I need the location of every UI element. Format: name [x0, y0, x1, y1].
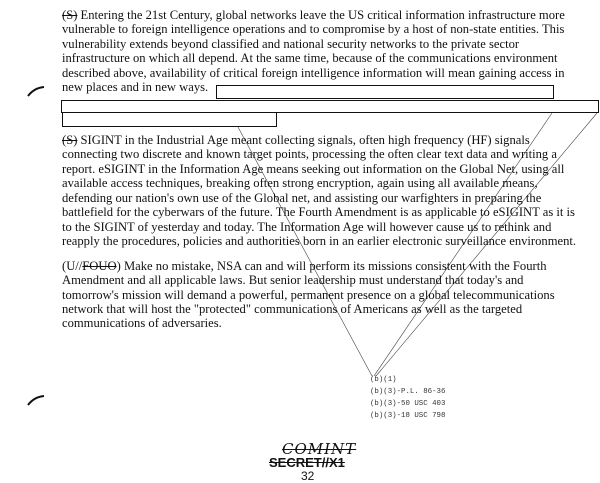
paragraph-2-line: available access techniques, breaking often strong encryption, again using all available means,	[62, 176, 538, 190]
classification-footer: SECRET//X1	[269, 455, 345, 470]
paragraph-1-line: vulnerable to foreign intelligence operations and to compromise by a host of non-state entities. This	[62, 22, 565, 36]
paragraph-3-line: (U//FOUO) Make no mistake, NSA can and will perform its missions consistent with the Fourth	[62, 259, 547, 273]
paragraph-1-line: infrastructure on which all depend. At the same time, because of the communications environment	[62, 51, 558, 65]
paragraph-1-line: described above, availability of critical foreign intelligence information will mean gaining access in	[62, 66, 565, 80]
paragraph-2-line: (S) SIGINT in the Industrial Age meant collecting signals, often high frequency (HF) signals	[62, 133, 530, 147]
paragraph-1-line: new places and in new ways.	[62, 80, 209, 94]
exemption-code: (b)(3)-18 USC 798	[370, 412, 446, 420]
redaction-box	[216, 85, 554, 99]
paragraph-2-line: defending our nation's own use of the Global net, and assisting our warfighters in preparing the	[62, 191, 542, 205]
paragraph-2-line: reapply the procedures, policies and authorities born in an earlier electronic surveillance environment.	[62, 234, 577, 248]
paragraph-3-line: Amendment and all applicable laws. But senior leadership must understand that today's and	[62, 273, 524, 287]
paragraph-3-line: network that will host the "protected" communications of Americans as well as the targeted	[62, 302, 523, 316]
page-number: 32	[301, 469, 315, 483]
paragraph-2-line: connecting two discrete and known target points, processing the often clear text data and writing a	[62, 147, 557, 161]
paragraph-1-line: vulnerability extends beyond classified and national security networks to the private sector	[62, 37, 520, 51]
paragraph-2-line: report. eSIGINT in the Information Age means seeking out information on the Global Net, using all	[62, 162, 565, 176]
redaction-box	[62, 112, 277, 127]
paragraph-2-line: to the SIGINT of yesterday and today. The Information Age will however cause us to rethink and	[62, 220, 552, 234]
handwritten-comint-marking: COMINT	[282, 440, 357, 458]
paragraph-3-line: tomorrow's mission will demand a powerful, permanent presence on a global telecommunications	[62, 288, 555, 302]
paragraph-1-line: (S) Entering the 21st Century, global networks leave the US critical information infrastructure more	[62, 8, 565, 22]
classification-marking: (S)	[62, 8, 78, 22]
exemption-code: (b)(1)	[370, 376, 397, 384]
exemption-code: (b)(3)-P.L. 86-36	[370, 388, 446, 396]
paragraph-3-line: communications of adversaries.	[62, 316, 222, 330]
exemption-code: (b)(3)-50 USC 403	[370, 400, 446, 408]
classification-marking: (S)	[62, 133, 78, 147]
paragraph-2-line: battlefield for the cyberwars of the future. The Fourth Amendment is as applicable to eSIGINT as it is	[62, 205, 575, 219]
